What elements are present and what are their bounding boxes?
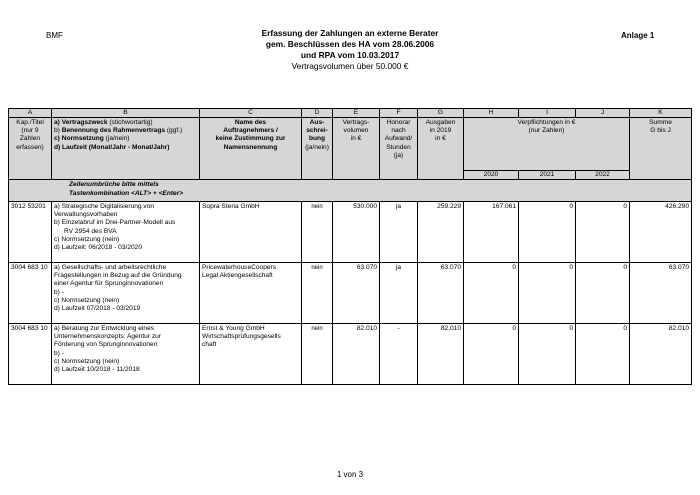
column-letter: G — [418, 109, 464, 118]
description-line: d) Laufzeit: 06/2018 - 03/2020 — [54, 244, 142, 252]
note-text: Tastenkombination <ALT> + <Enter> — [69, 189, 184, 197]
header-text: (nur 9 Zahlen — [19, 127, 41, 143]
value-2021-cell: 0 — [519, 202, 576, 263]
description-line: a) Beratung zur Entwicklung eines — [54, 325, 155, 332]
value-2021-cell: 0 — [519, 263, 576, 324]
description-line: Fragestellungen in Bezug auf die Gründung — [54, 272, 182, 280]
value-2022-cell: 0 — [576, 324, 630, 385]
header-kap-titel — [9, 118, 52, 180]
column-letter: D — [302, 109, 333, 118]
note-row — [9, 180, 692, 202]
header-text: Namensnennung — [223, 143, 278, 151]
header-text: a) Vertragszweck — [54, 119, 108, 126]
contractor-line: Legal Aktiengesellschaft — [202, 272, 273, 280]
column-header-row — [9, 118, 692, 171]
header-text: keine Zustimmung zur — [215, 135, 286, 143]
consultant-payments-table — [8, 108, 692, 385]
year-2021: 2021 — [519, 171, 576, 180]
contractor-line: chaft — [202, 341, 217, 349]
summe-cell: 63.070 — [630, 263, 692, 324]
column-letter: B — [52, 109, 200, 118]
header-ausgaben-2019 — [418, 118, 464, 180]
header-text: (ja/nein) — [103, 135, 130, 143]
header-auftragnehmer — [200, 118, 302, 180]
header-vertragszweck — [52, 118, 200, 180]
ausgaben-2019-cell: 63.070 — [418, 263, 464, 324]
header-left-label: BMF — [46, 31, 63, 40]
header-text: Auftragnehmers / — [223, 127, 278, 135]
description-line: Förderung von Sprunginnovationen — [54, 341, 158, 349]
header-text: Name des — [234, 119, 267, 126]
honorar-cell: - — [380, 324, 418, 385]
contractor-cell — [200, 202, 302, 263]
description-line: c) Normsetzung (nein) — [54, 357, 120, 365]
table-row — [9, 324, 692, 385]
year-2022: 2022 — [576, 171, 630, 180]
description-cell — [52, 202, 200, 263]
description-cell — [52, 324, 200, 385]
contractor-line: Sopra Steria GmbH — [202, 203, 260, 210]
line-break-note — [9, 180, 692, 202]
header-text: in € — [435, 135, 446, 143]
header-vertragsvolumen — [333, 118, 380, 180]
contractor-line: Wirtschaftsprüfungsgesells — [202, 333, 281, 341]
volumen-cell: 82.010 — [333, 324, 380, 385]
value-2022-cell: 0 — [576, 202, 630, 263]
header-text: (stichwortartig) — [107, 119, 153, 126]
value-2022-cell: 0 — [576, 263, 630, 324]
table-row — [9, 263, 692, 324]
ausgaben-2019-cell: 259.229 — [418, 202, 464, 263]
contractor-line: PricewaterhouseCoopers — [202, 264, 277, 271]
contractor-cell — [200, 263, 302, 324]
ausschreibung-cell: nein — [302, 324, 333, 385]
ausgaben-2019-cell: 82.010 — [418, 324, 464, 385]
volumen-cell: 530.000 — [333, 202, 380, 263]
description-line: c) Normsetzung (nein) — [54, 296, 120, 304]
header-text: G bis J — [650, 127, 671, 135]
contractor-line: Ernst & Young GmbH — [202, 325, 265, 332]
header-honorar — [380, 118, 418, 180]
title-line-2: gem. Beschlüssen des HA vom 28.06.2006 — [265, 39, 435, 49]
description-line: a) Strategische Digitalisierung von — [54, 203, 155, 210]
value-2020-cell: 0 — [464, 324, 519, 385]
header-text: Benennung des Rahmenvertrags — [61, 127, 166, 135]
ausschreibung-cell: nein — [302, 202, 333, 263]
header-text: Aus- — [309, 119, 325, 126]
header-text: b) — [54, 127, 62, 135]
header-ausschreibung — [302, 118, 333, 180]
description-line: d) Laufzeit 07/2018 - 03/2019 — [54, 305, 141, 313]
column-letter: F — [380, 109, 418, 118]
attachment-label: Anlage 1 — [621, 31, 655, 40]
value-2020-cell: 167.061 — [464, 202, 519, 263]
column-letter: J — [576, 109, 630, 118]
title-line-3: und RPA vom 10.03.2017 — [300, 50, 400, 60]
column-letter-row — [9, 109, 692, 118]
contractor-cell — [200, 324, 302, 385]
description-cell — [52, 263, 200, 324]
header-verpflichtungen — [464, 118, 630, 171]
ausschreibung-cell: nein — [302, 263, 333, 324]
header-text: Summe — [649, 119, 672, 126]
volumen-cell: 63.070 — [333, 263, 380, 324]
description-line: einer Agentur für Sprunginnovationen — [54, 280, 164, 288]
header-text: erfassen) — [16, 143, 44, 151]
page-number: 1 von 3 — [336, 470, 364, 479]
header-text: (ja/nein) — [305, 143, 329, 151]
description-line: Unternehmenskonzepts: Agentur zur — [54, 333, 162, 341]
year-2020: 2020 — [464, 171, 519, 180]
header-text: Stunden — [386, 143, 411, 151]
column-letter: K — [630, 109, 692, 118]
description-line: b) Einzelabruf im Drei-Partner-Modell aus — [54, 219, 176, 227]
description-line: RV 2954 des BVA — [64, 227, 117, 235]
note-text: Zeilenumbrüche bitte mittels — [69, 181, 159, 188]
description-line: Verwaltungsvorhaben — [54, 211, 118, 219]
column-letter: I — [519, 109, 576, 118]
honorar-cell: ja — [380, 202, 418, 263]
title-line-4: Vertragsvolumen über 50.000 € — [291, 61, 409, 71]
header-text: in € — [350, 135, 362, 143]
column-letter: C — [200, 109, 302, 118]
description-line: a) Gesellschafts- und arbeitsrechtliche — [54, 264, 167, 271]
header-text: Verpflichtungen in € — [517, 119, 576, 126]
header-text: bung — [308, 135, 326, 143]
header-text: (ggf.) — [165, 127, 183, 135]
header-text: Kap./Titel — [16, 119, 44, 126]
header-text: Vertrags- — [342, 119, 370, 126]
header-text: c) Normsetzung — [54, 135, 104, 143]
honorar-cell: ja — [380, 263, 418, 324]
description-line: b) - — [54, 288, 64, 296]
header-text: Aufwand/ — [384, 135, 413, 143]
kap-titel-cell: 3004 683 10 — [9, 263, 52, 324]
column-letter: E — [333, 109, 380, 118]
header-text: Ausgaben — [425, 119, 456, 126]
header-text: nach — [391, 127, 406, 135]
summe-cell: 82.010 — [630, 324, 692, 385]
header-text: volumen — [343, 127, 369, 135]
description-line: b) - — [54, 349, 64, 357]
value-2020-cell: 0 — [464, 263, 519, 324]
header-text: d) Laufzeit (Monat/Jahr - Monat/Jahr) — [54, 143, 170, 151]
value-2021-cell: 0 — [519, 324, 576, 385]
header-text: schrei- — [306, 127, 328, 135]
header-summe — [630, 118, 692, 180]
header-text: in 2019 — [429, 127, 452, 135]
document-title — [200, 28, 500, 72]
kap-titel-cell: 3004 683 10 — [9, 324, 52, 385]
table-row — [9, 202, 692, 263]
header-text: Honorar — [386, 119, 411, 126]
kap-titel-cell: 3012 53201 — [9, 202, 52, 263]
column-letter: A — [9, 109, 52, 118]
column-letter: H — [464, 109, 519, 118]
summe-cell: 426.290 — [630, 202, 692, 263]
header-text: (nur Zahlen) — [528, 127, 565, 135]
description-line: c) Normsetzung (nein) — [54, 235, 120, 243]
header-text: (ja) — [393, 151, 404, 159]
description-line: d) Laufzeit 10/2018 - 11/2018 — [54, 366, 140, 374]
title-line-1: Erfassung der Zahlungen an externe Berater — [261, 28, 439, 38]
